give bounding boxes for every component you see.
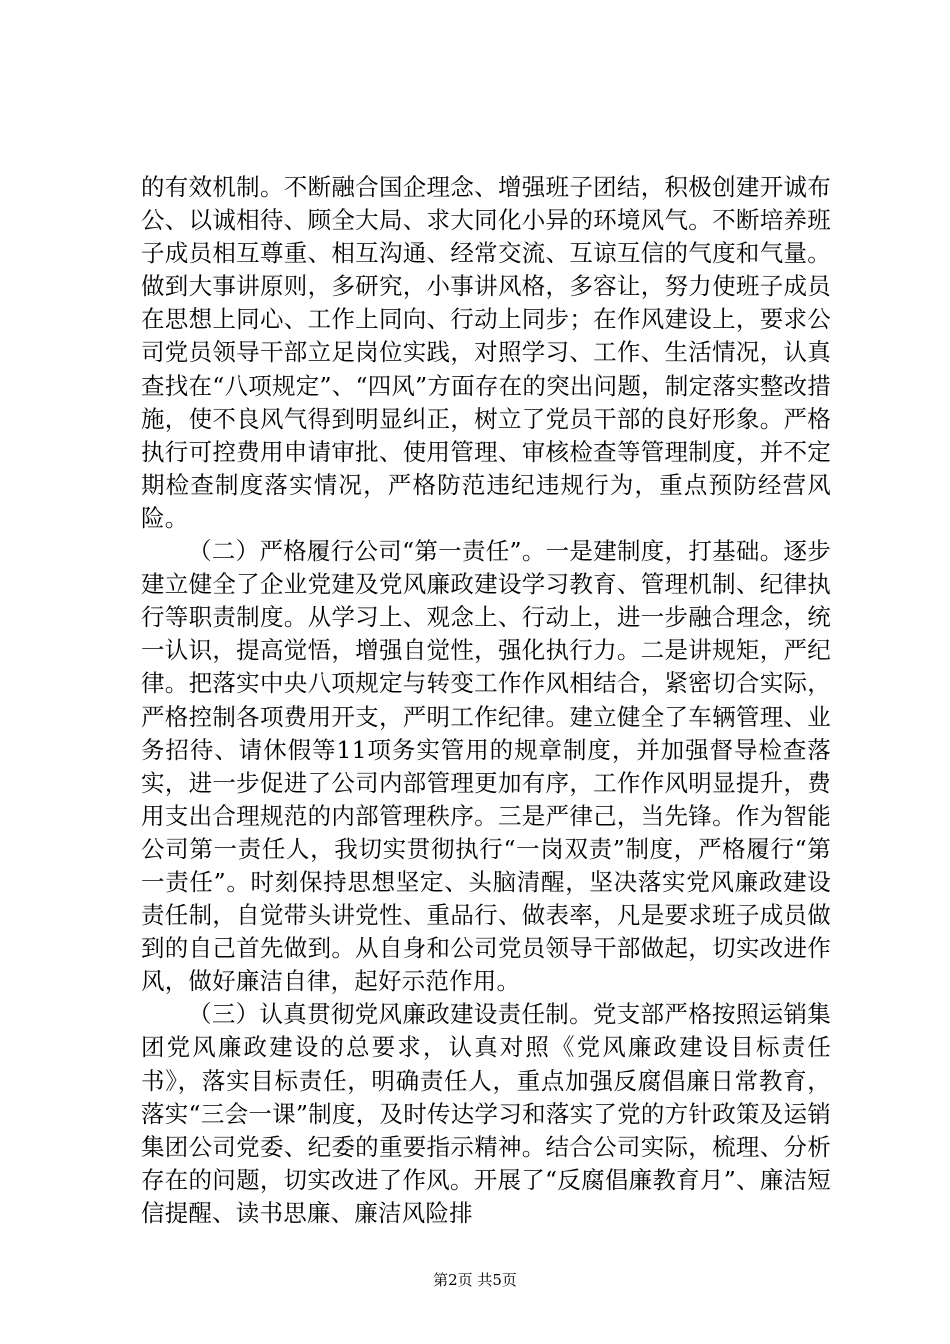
document-body: [141, 171, 831, 1230]
paragraph-2: （二）严格履行公司“第一责任”。一是建制度，打基础。逐步建立健全了企业党建及党风廉政建设学习教育、管理机制、纪律执行等职责制度。从学习上、观念上、行动上，进一步融合理念，统一认识，提高觉悟，增强自觉性，强化执行力。二是讲规矩，严纪律。把落实中央八项规定与转变工作作风相结合，紧密切合实际，严格控制各项费用开支，严明工作纪律。建立健全了车辆管理、业务招待、请休假等11项务实管用的规章制度，并加强督导检查落实，进一步促进了公司内部管理更加有序，工作作风明显提升，费用支出合理规范的内部管理秩序。三是严律己，当先锋。作为智能公司第一责任人，我切实贯彻执行“一岗双责”制度，严格履行“第一责任”。时刻保持思想坚定、头脑清醒，坚决落实党风廉政建设责任制，自觉带头讲党性、重品行、做表率，凡是要求班子成员做到的自己首先做到。从自身和公司党员领导干部做起，切实改进作风，做好廉洁自律，起好示范作用。: [141, 537, 831, 996]
page-number: 第2页 共5页: [433, 1271, 517, 1289]
paragraph-1: 的有效机制。不断融合国企理念、增强班子团结，积极创建开诚布公、以诚相待、顾全大局、求大同化小异的环境风气。不断培养班子成员相互尊重、相互沟通、经常交流、互谅互信的气度和气量。做到大事讲原则，多研究，小事讲风格，多容让，努力使班子成员在思想上同心、工作上同向、行动上同步；在作风建设上，要求公司党员领导干部立足岗位实践，对照学习、工作、生活情况，认真查找在“八项规定”、“四风”方面存在的突出问题，制定落实整改措施，使不良风气得到明显纠正，树立了党员干部的良好形象。严格执行可控费用申请审批、使用管理、审核检查等管理制度，并不定期检查制度落实情况，严格防范违纪违规行为，重点预防经营风险。: [141, 173, 831, 532]
paragraph-3: （三）认真贯彻党风廉政建设责任制。党支部严格按照运销集团党风廉政建设的总要求，认真对照《党风廉政建设目标责任书》，落实目标责任，明确责任人，重点加强反腐倡廉日常教育，落实“三会一课”制度，及时传达学习和落实了党的方针政策及运销集团公司党委、纪委的重要指示精神。结合公司实际，梳理、分析存在的问题，切实改进了作风。开展了“反腐倡廉教育月”、廉洁短信提醒、读书思廉、廉洁风险排: [141, 1000, 831, 1227]
